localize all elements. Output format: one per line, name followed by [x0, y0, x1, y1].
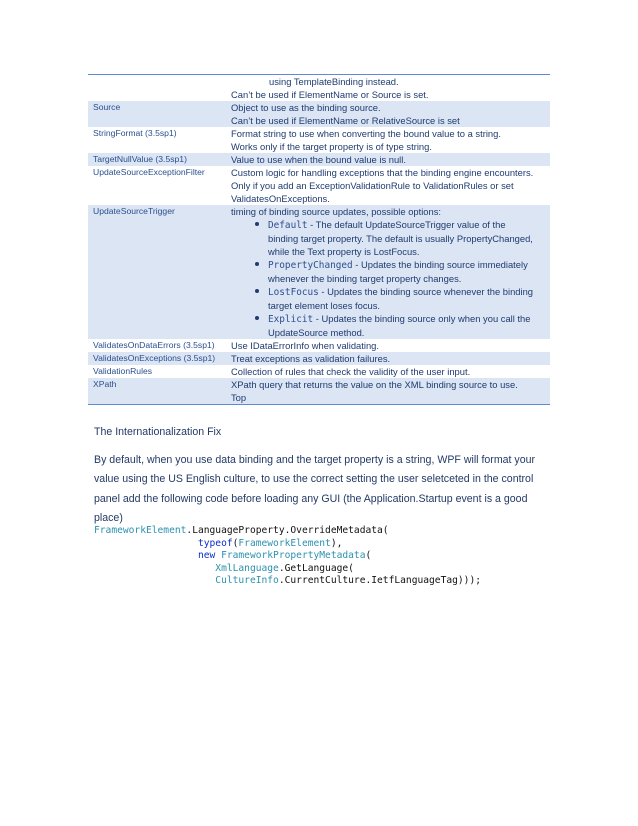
bullet-icon	[255, 316, 259, 320]
table-row	[88, 378, 550, 404]
code-text: (	[365, 550, 372, 561]
bullet-line	[268, 285, 546, 299]
bullet-line	[268, 218, 546, 232]
option-code: LostFocus	[268, 287, 319, 298]
bullet-line	[268, 258, 546, 272]
option-bullet	[231, 258, 546, 285]
table-row	[88, 153, 550, 166]
option-code: PropertyChanged	[268, 260, 353, 271]
property-name: XPath	[93, 379, 117, 389]
code-type: FrameworkPropertyMetadata	[221, 550, 366, 561]
property-name: ValidatesOnExceptions (3.5sp1)	[93, 353, 216, 363]
description-line: Object to use as the binding source.	[231, 102, 381, 113]
property-description	[231, 127, 550, 153]
option-bullet	[231, 285, 546, 312]
code-type: CultureInfo	[215, 575, 279, 586]
property-description	[231, 101, 550, 127]
property-name: TargetNullValue (3.5sp1)	[93, 154, 187, 164]
code-type: XmlLanguage	[215, 562, 279, 574]
property-name: UpdateSourceExceptionFilter	[93, 167, 205, 177]
property-name: StringFormat (3.5sp1)	[93, 128, 177, 138]
description-line: Can’t be used if ElementName or Source is set.	[231, 89, 429, 100]
code-text: ),	[330, 537, 343, 549]
body-paragraph	[94, 451, 549, 528]
description-line: XPath query that returns the value on the XML binding source to use.	[231, 379, 518, 390]
option-bullet	[231, 218, 546, 258]
bullet-line: UpdateSource method.	[268, 327, 365, 338]
description-line: using TemplateBinding instead.	[269, 76, 399, 87]
description-line: Value to use when the bound value is null.	[231, 154, 406, 165]
property-name: ValidatesOnDataErrors (3.5sp1)	[93, 340, 215, 350]
code-type: FrameworkElement	[238, 537, 331, 549]
description-line: Top	[231, 392, 247, 403]
code-text: (	[232, 537, 239, 549]
option-text: - Updates the binding source only when you call the	[313, 313, 531, 324]
table-row	[88, 365, 550, 378]
bullet-icon	[255, 289, 259, 293]
paragraph-line: place)	[94, 511, 123, 524]
property-name: Source	[93, 102, 121, 112]
code-text: .LanguageProperty.OverrideMetadata(	[186, 525, 389, 536]
property-name	[88, 75, 231, 101]
option-text: - The default UpdateSourceTrigger value of the	[307, 219, 506, 230]
table-row	[88, 339, 550, 352]
table-row	[88, 75, 550, 101]
property-description	[231, 339, 550, 352]
paragraph-line: panel add the following code before loading any GUI (the Application.Startup event is a good	[94, 492, 528, 505]
code-keyword: typeof	[197, 537, 233, 549]
description-line: Works only if the target property is of type string.	[231, 141, 432, 152]
code-keyword: new	[197, 550, 216, 561]
table-row	[88, 166, 550, 205]
property-description	[231, 352, 550, 365]
code-text: .CurrentCulture.IetfLanguageTag)));	[278, 575, 482, 586]
property-name: ValidationRules	[93, 366, 153, 376]
description-line: Treat exceptions as validation failures.	[231, 353, 391, 364]
bullet-line: whenever the binding target property changes.	[268, 273, 462, 284]
bullet-icon	[255, 222, 259, 226]
table-row	[88, 101, 550, 127]
table-row	[88, 127, 550, 153]
code-block	[94, 525, 481, 588]
paragraph-line: By default, when you use data binding and the target property is a string, WPF will format your	[94, 454, 536, 466]
description-line: Format string to use when converting the bound value to a string.	[231, 128, 501, 139]
table-row	[88, 205, 550, 339]
bullet-line: while the Text property is LostFocus.	[268, 246, 420, 257]
description-line: Custom logic for handling exceptions that the binding engine encounters.	[231, 167, 534, 178]
property-description	[231, 75, 550, 101]
description-line: Use IDataErrorInfo when validating.	[231, 340, 379, 351]
option-bullet	[231, 312, 546, 339]
binding-properties-table	[88, 74, 550, 405]
bullet-line: binding target property. The default is usually PropertyChanged,	[268, 233, 533, 244]
description-line: Can’t be used if ElementName or RelativeSource is set	[231, 115, 460, 126]
option-code: Default	[268, 220, 308, 231]
bullet-line	[268, 312, 546, 326]
option-text: - Updates the binding source whenever the binding	[318, 286, 534, 297]
property-name: UpdateSourceTrigger	[93, 206, 175, 216]
property-description	[231, 166, 550, 205]
description-line: Collection of rules that check the validity of the user input.	[231, 366, 471, 377]
property-description	[231, 205, 550, 339]
description-line: timing of binding source updates, possible options:	[231, 206, 442, 217]
property-description	[231, 153, 550, 166]
description-line: Only if you add an ExceptionValidationRule to ValidationRules or set	[231, 180, 514, 191]
property-description	[231, 365, 550, 378]
description-line: ValidatesOnExceptions.	[231, 193, 330, 204]
option-code: Explicit	[268, 314, 314, 325]
paragraph-line: value using the US English culture, to use the correct setting the user seletceted in the control	[94, 473, 534, 486]
code-text: .GetLanguage(	[278, 562, 354, 574]
bullet-line: target element loses focus.	[268, 300, 381, 311]
option-text: - Updates the binding source immediately	[352, 259, 528, 270]
code-type: FrameworkElement	[94, 525, 187, 536]
table-row	[88, 352, 550, 365]
bullet-icon	[255, 262, 259, 266]
section-heading: The Internationalization Fix	[94, 426, 222, 438]
property-description	[231, 378, 550, 404]
